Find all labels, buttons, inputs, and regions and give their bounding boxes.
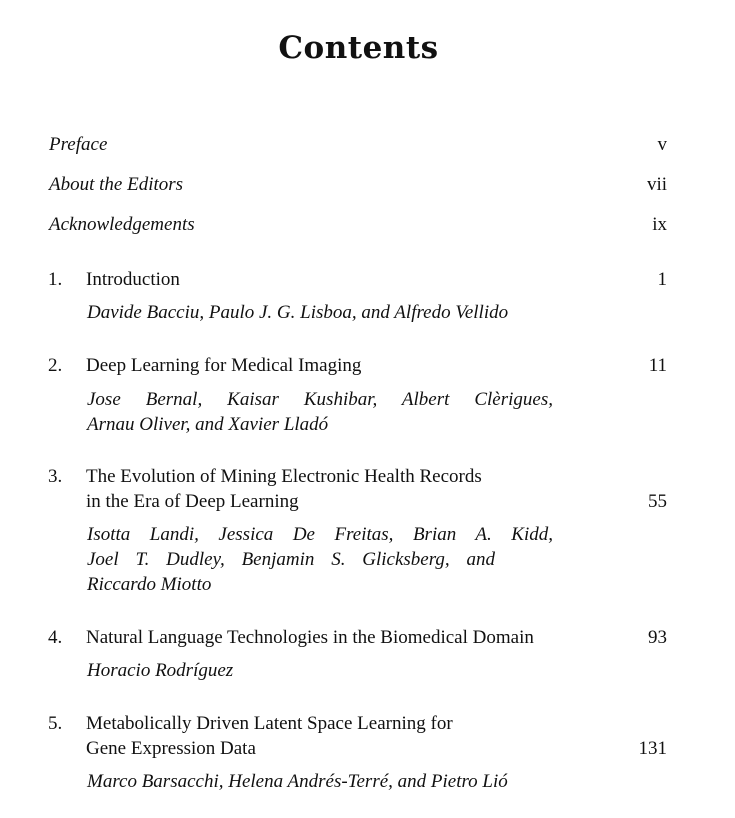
chapter-4-page: 93 [648,627,667,648]
toc-entry-about-editors-label: About the Editors [49,174,184,195]
toc-entry-acknowledgements-page: ix [652,214,667,235]
chapter-1-page: 1 [657,269,667,290]
chapter-4-number: 4. [48,627,63,648]
toc-entry-about-editors-page: vii [646,174,667,195]
chapter-5-authors-line: Marco Barsacchi, Helena Andrés-Terré, and Pietro Lió [87,771,508,792]
toc-entry-acknowledgements-label: Acknowledgements [49,214,195,235]
chapter-2-title: Deep Learning for Medical Imaging [86,355,362,376]
chapter-5-title-line-1: Metabolically Driven Latent Space Learning for [86,713,453,734]
chapter-5-number: 5. [48,713,63,734]
toc-entry-preface-label: Preface [49,134,108,155]
chapter-5-page: 131 [638,738,667,759]
chapter-1-title: Introduction [86,269,180,290]
chapter-2-page: 11 [648,355,667,376]
chapter-4-title: Natural Language Technologies in the Biomedical Domain [86,627,534,648]
chapter-1-authors [87,300,553,325]
chapter-3-title-line-1: The Evolution of Mining Electronic Health Records [86,466,482,487]
chapter-2-authors [87,387,553,437]
chapter-2-number: 2. [48,355,63,376]
chapter-3-authors-line: Joel T. Dudley, Benjamin S. Glicksberg, and [87,549,495,570]
chapter-4-authors [87,658,553,683]
chapter-1-number: 1. [48,269,63,290]
toc-entry-preface-page: v [657,134,667,155]
chapter-3-authors-line: Riccardo Miotto [87,574,212,595]
chapter-3-authors-line: Isotta Landi, Jessica De Freitas, Brian A. Kidd, [87,524,553,545]
chapter-2-authors-line: Jose Bernal, Kaisar Kushibar, Albert Clèrigues, [87,389,553,410]
chapter-3-authors [87,522,553,597]
chapter-5-authors [87,769,553,794]
page-title: Contents [278,30,439,66]
chapter-3-number: 3. [48,466,63,487]
chapter-1-authors-line: Davide Bacciu, Paulo J. G. Lisboa, and Alfredo Vellido [87,302,509,323]
chapter-4-authors-line: Horacio Rodríguez [87,660,234,681]
chapter-2-authors-line: Arnau Oliver, and Xavier Lladó [87,414,329,435]
chapter-3-title-line-2: in the Era of Deep Learning [86,491,299,512]
chapter-3-page: 55 [648,491,667,512]
chapter-5-title-line-2: Gene Expression Data [86,738,256,759]
